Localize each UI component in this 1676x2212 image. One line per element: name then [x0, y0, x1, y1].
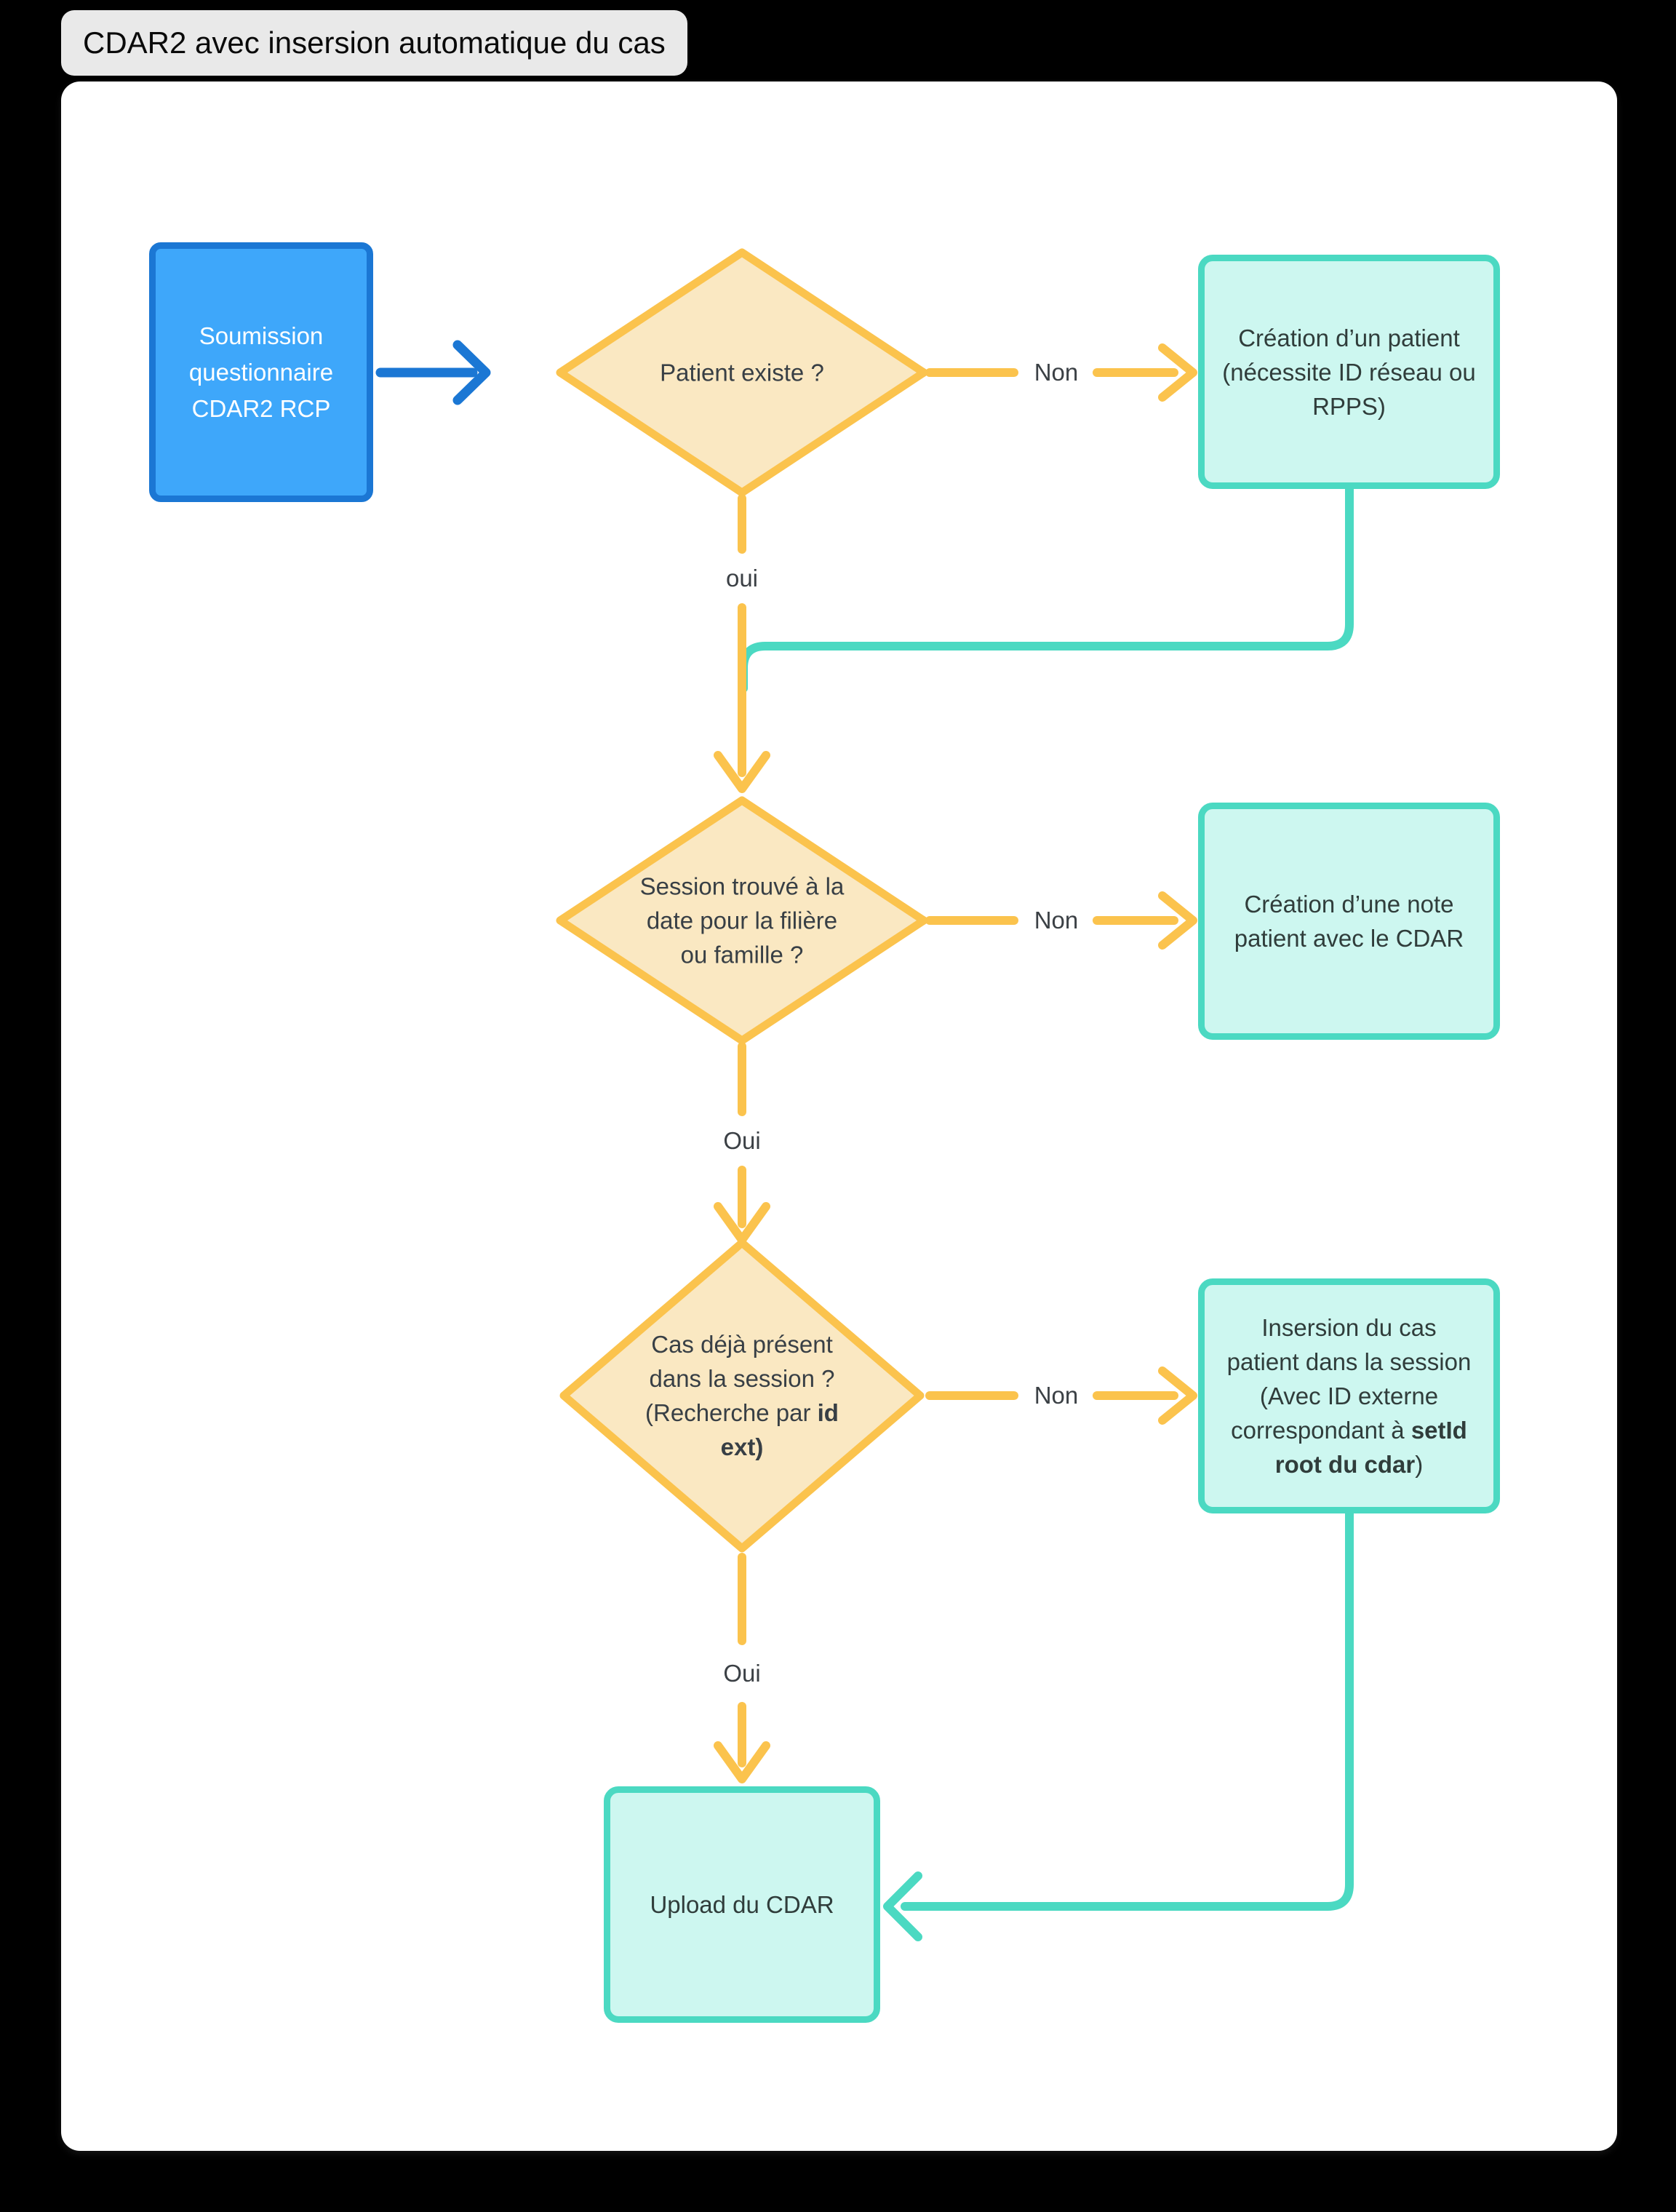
- node-creation-patient[interactable]: [1198, 255, 1500, 489]
- node-line: root du cdar): [1274, 1451, 1424, 1478]
- node-line: RPPS): [1312, 392, 1386, 420]
- node-soumission-questionnaire[interactable]: [149, 242, 373, 502]
- node-line: patient dans la session: [1226, 1348, 1472, 1375]
- node-line: patient avec le CDAR: [1234, 925, 1464, 952]
- edge-label-oui1: oui: [725, 565, 759, 592]
- node-line: date pour la filière: [646, 907, 838, 934]
- node-insersion-cas[interactable]: [1198, 1278, 1500, 1513]
- node-line: Création d’un patient: [1238, 324, 1460, 351]
- decision-patient-exists-label: [589, 356, 895, 390]
- node-upload-cdar[interactable]: [604, 1786, 880, 2023]
- edge-return-case-inserted[interactable]: [905, 1513, 1349, 1906]
- decision-case-present-label: [589, 1327, 895, 1464]
- node-line: Cas déjà présent: [651, 1331, 833, 1358]
- edge-label-non1: Non: [1034, 359, 1079, 386]
- node-line: correspondant à setId: [1231, 1417, 1467, 1444]
- node-line: Insersion du cas: [1261, 1314, 1437, 1341]
- edge-return-patient-created[interactable]: [743, 489, 1349, 688]
- node-line: Patient existe ?: [660, 359, 824, 386]
- node-line: ext): [720, 1433, 764, 1460]
- node-line: (nécessite ID réseau ou: [1222, 358, 1476, 386]
- node-creation-note[interactable]: [1198, 803, 1500, 1040]
- node-line: dans la session ?: [649, 1365, 835, 1392]
- node-line: CDAR2 RCP: [191, 394, 331, 422]
- edge-label-non3: Non: [1034, 1382, 1079, 1409]
- node-line: questionnaire: [188, 358, 334, 386]
- node-line: Upload du CDAR: [650, 1891, 834, 1918]
- node-line: (Recherche par id: [645, 1399, 839, 1426]
- edge-label-oui3: Oui: [723, 1660, 761, 1687]
- edge-label-oui2: Oui: [723, 1127, 761, 1154]
- node-line: Session trouvé à la: [639, 872, 845, 900]
- diagram-title[interactable]: CDAR2 avec insersion automatique du cas: [61, 10, 687, 76]
- node-line: ou famille ?: [680, 941, 804, 968]
- decision-session-found-label: [589, 870, 895, 972]
- node-line: Création d’une note: [1244, 891, 1454, 918]
- node-line: Soumission: [199, 322, 324, 349]
- node-line: (Avec ID externe: [1259, 1382, 1439, 1409]
- edge-label-non2: Non: [1034, 907, 1079, 934]
- diagram-canvas: [61, 81, 1617, 2151]
